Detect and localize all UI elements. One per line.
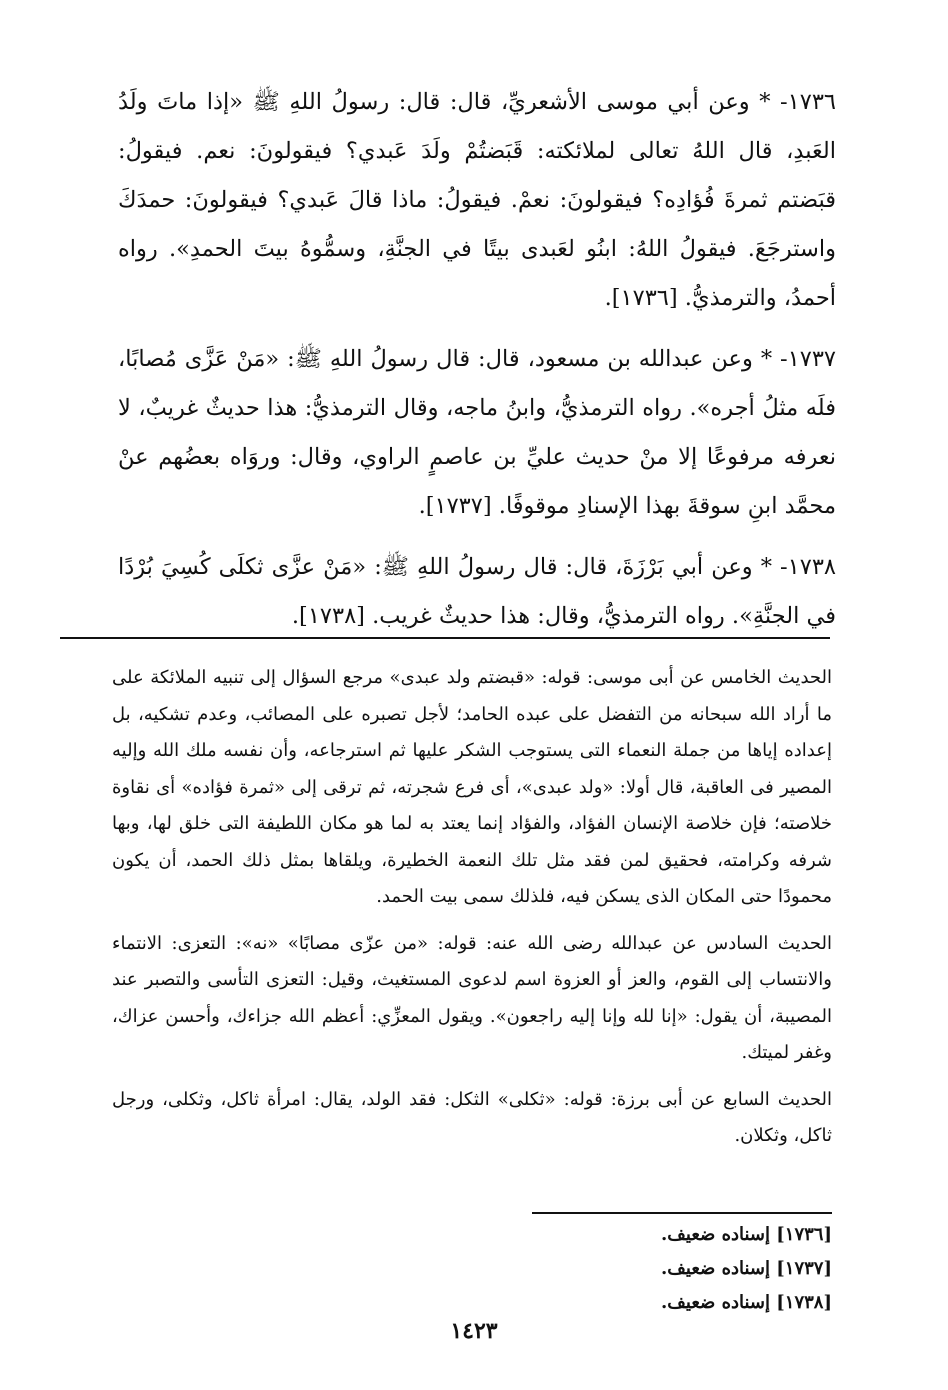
footnote-divider bbox=[532, 1212, 832, 1214]
section-divider bbox=[60, 637, 830, 639]
hadith-1738: ١٧٣٨- * وعن أبي بَرْزَةَ، قال: قال رسولُ اللهِ ﷺ: «مَنْ عزَّى ثكلَى كُسِيَ بُرْدًا في الجنَّةِ». رواه الترمذيُّ، وقال: هذا حديثٌ غريب. [١٧٣٨]. bbox=[118, 554, 836, 629]
hadith-1737: ١٧٣٧- * وعن عبدالله بن مسعود، قال: قال رسولُ اللهِ ﷺ: «مَنْ عَزَّى مُصابًا، فلَه مثلُ أجره». رواه الترمذيُّ، وابنُ ماجه، وقال الترمذيُّ: هذا حديثٌ غريبٌ، لا نعرفه مرفوعًا إلا منْ حديث عليِّ بن عاصمٍ الراوي، وقال: وروَاه بعضُهم عنْ محمَّد ابنِ سوقةَ بهذا الإسنادِ موقوفًا. [١٧٣٧]. bbox=[118, 346, 836, 519]
footnote-1736: [١٧٣٦] إسناده ضعيف. bbox=[661, 1224, 832, 1245]
commentary-seventh-hadith: الحديث السابع عن أبى برزة: قوله: «ثكلى» الثكل: فقد الولد، يقال: امرأة ثاكل، وثكلى، ورجل ثاكل، وثكلان. bbox=[112, 1088, 832, 1146]
footnotes bbox=[532, 1218, 832, 1320]
hadith-1736: ١٧٣٦- * وعن أبي موسى الأشعريِّ، قال: قال: رسولُ اللهِ ﷺ «إذا ماتَ ولَدُ العَبدِ، قال اللهُ تعالى لملائكته: قَبَضتُمْ ولَدَ عَبدي؟ فيقولونَ: نعم. فيقولُ: قبَضتم ثمرةَ فُؤادِه؟ فيقولونَ: نعمْ. فيقولُ: ماذا قالَ عَبدي؟ فيقولونَ: حمدَكَ واسترجَعَ. فيقولُ اللهُ: ابنُو لعَبدى بيتًا في الجنَّةِ، وسمُّوهُ بيتَ الحمدِ». رواه أحمدُ، والترمذيُّ. [١٧٣٦]. bbox=[118, 89, 836, 311]
commentary-section bbox=[112, 660, 832, 1165]
main-hadith-text bbox=[118, 78, 836, 641]
footnote-1737: [١٧٣٧] إسناده ضعيف. bbox=[661, 1258, 832, 1279]
commentary-sixth-hadith: الحديث السادس عن عبدالله رضى الله عنه: قوله: «من عزّى مصابًا» «نه»: التعزى: الانتماء والانتساب إلى القوم، والعز أو العزوة اسم لدعوى المستغيث، وقيل: التعزى التأسى والتصبر عند المصيبة، أن يقول: «إنا لله وإنا إليه راجعون». ويقول المعزِّي: أعظم الله جزاءك، وأحسن عزاك، وغفر لميتك. bbox=[112, 932, 832, 1063]
commentary-fifth-hadith: الحديث الخامس عن أبى موسى: قوله: «قبضتم ولد عبدى» مرجع السؤال إلى تنبيه الملائكة على ما أراد الله سبحانه من التفضل على عبده الحامد؛ لأجل تصبره على المصائب، وعدم تشكيه، بل إعداده إياها من جملة النعماء التى يستوجب الشكر عليها ثم استرجاعه، وأن نفسه ملك الله وإليه المصير فى العاقبة، قال أولا: «ولد عبدى»، أى فرع شجرته، ثم ترقى إلى «ثمرة فؤاده» أى نقاوة خلاصته؛ فإن خلاصة الإنسان الفؤاد، والفؤاد إنما يعتد به لما هو مكان اللطيفة التى خلق لها، وبها شرفه وكرامته، فحقيق لمن فقد مثل تلك النعمة الخطيرة، ويلقاها بمثل ذلك الحمد، أن يكون محمودًا حتى المكان الذى يسكن فيه، فلذلك سمى بيت الحمد. bbox=[112, 667, 832, 907]
page-number: ١٤٢٣ bbox=[450, 1318, 498, 1344]
footnote-1738: [١٧٣٨] إسناده ضعيف. bbox=[661, 1292, 832, 1313]
